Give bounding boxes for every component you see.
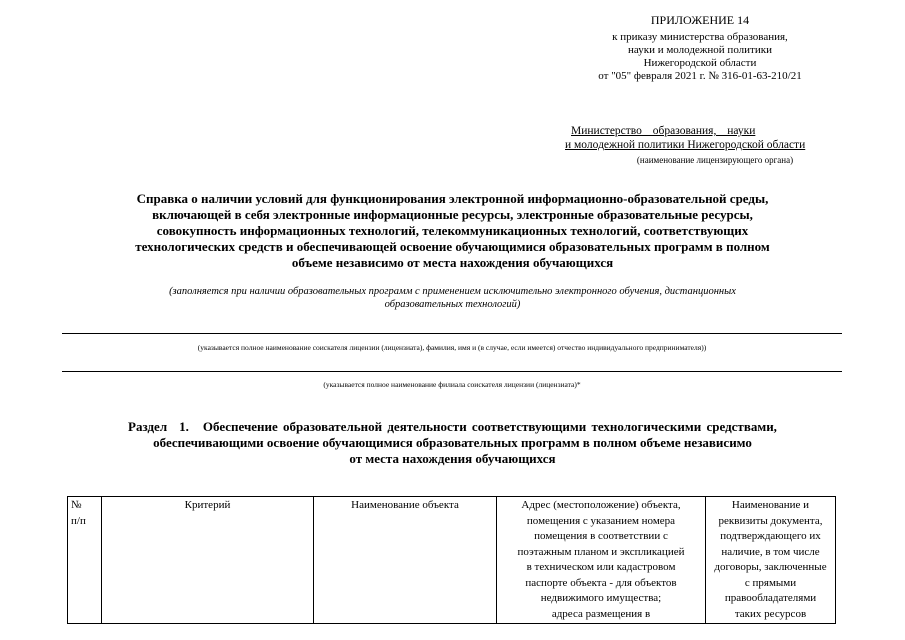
licensing-authority-line2: и молодежной политики Нижегородской области	[565, 139, 806, 151]
section-heading-line1: Обеспечение образовательной деятельности соответствующими технологическими средствами,	[202, 419, 777, 434]
appendix-line: к приказу министерства образования,	[612, 31, 788, 43]
appendix-line: Нижегородской области	[643, 57, 757, 69]
section-heading-line3: от места нахождения обучающихся	[349, 451, 556, 466]
appendix-line: от "05" февраля 2021 г. № 316-01-63-210/21	[598, 70, 802, 82]
section-label: Раздел	[128, 419, 168, 434]
header-document: Наименование и реквизиты документа, подтверждающего их наличие, в том числе договоры, заключенные с прямыми правообладателями таких ресурсов	[706, 497, 836, 624]
title-line: совокупность информационных технологий, телекоммуникационных технологий, соответствующих	[156, 223, 749, 238]
section-number: 1.	[179, 419, 189, 434]
title-note-line: образовательных технологий)	[384, 299, 521, 310]
fill-line-branch	[62, 371, 842, 372]
section-heading	[70, 419, 835, 467]
title-line: Справка о наличии условий для функционирования электронной информационно-образовательной среды,	[136, 191, 769, 206]
title-line: включающей в себя электронные информационные ресурсы, электронные образовательные ресурсы,	[152, 207, 753, 222]
title-line: технологических средств и обеспечивающей освоение обучающимися образовательных программ в полном	[135, 239, 770, 254]
licensing-authority-block	[565, 124, 855, 166]
header-criterion: Критерий	[102, 497, 314, 624]
table-header-row	[68, 497, 836, 624]
header-num: № п/п	[68, 497, 102, 624]
appendix-line: науки и молодежной политики	[628, 44, 772, 56]
header-address: Адрес (местоположение) объекта, помещения с указанием номера помещения в соответствии с поэтажным планом и экспликацией в техническом или кадастровом паспорте объекта - для объектов недвижимого имущества; адреса размещения в	[497, 497, 706, 624]
appendix-title: ПРИЛОЖЕНИЕ 14	[650, 13, 750, 27]
fill-line-branch-caption: (указывается полное наименование филиала соискателя лицензии (лицензиата)*	[323, 380, 581, 389]
header-object-name: Наименование объекта	[314, 497, 497, 624]
section-heading-line2: обеспечивающими освоение обучающимися образовательных программ в полном объеме независимо	[153, 435, 752, 450]
title-note-line: (заполняется при наличии образовательных программ с применением исключительно электронного обучения, дистанционных	[169, 286, 736, 297]
fill-line-applicant	[62, 333, 842, 334]
licensing-authority-hint: (наименование лицензирующего органа)	[636, 155, 794, 165]
document-title	[70, 191, 835, 271]
licensing-authority-line1: Министерство образования, науки	[571, 125, 756, 137]
title-note	[80, 285, 825, 311]
criteria-table	[67, 496, 836, 624]
title-line: объеме независимо от места нахождения обучающихся	[291, 255, 614, 270]
appendix-block	[560, 14, 840, 83]
fill-line-applicant-caption: (указывается полное наименование соискателя лицензии (лицензиата), фамилия, имя и (в случае, если имеется) отчество индивидуального предпринимателя))	[197, 343, 707, 352]
